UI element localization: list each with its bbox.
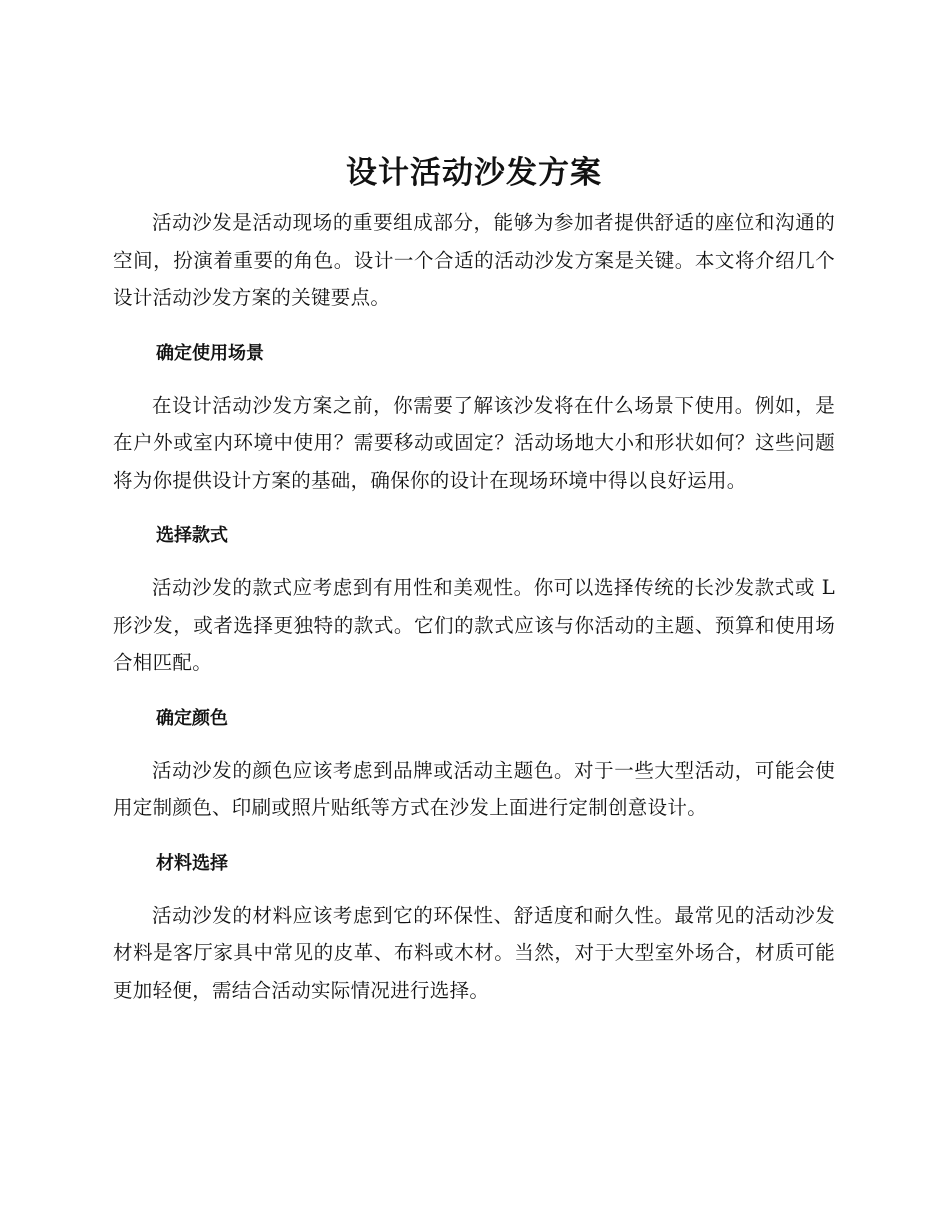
section-material — [113, 849, 835, 1010]
section-heading: 确定使用场景 — [156, 342, 264, 364]
section-heading: 确定颜色 — [156, 707, 228, 729]
section-style — [113, 521, 835, 682]
section-paragraph: 活动沙发的颜色应该考虑到品牌或活动主题色。对于一些大型活动，可能会使用定制颜色、印刷或照片贴纸等方式在沙发上面进行定制创意设计。 — [113, 758, 835, 819]
section-paragraph: 在设计活动沙发方案之前，你需要了解该沙发将在什么场景下使用。例如，是在户外或室内环境中使用？需要移动或固定？活动场地大小和形状如何？这些问题将为你提供设计方案的基础，确保你的设计在现场环境中得以良好运用。 — [113, 393, 835, 492]
section-paragraph: 活动沙发的材料应该考虑到它的环保性、舒适度和耐久性。最常见的活动沙发材料是客厅家具中常见的皮革、布料或木材。当然，对于大型室外场合，材质可能更加轻便，需结合活动实际情况进行选择。 — [113, 903, 835, 1002]
section-color — [113, 704, 835, 827]
document-page — [113, 148, 835, 1009]
intro-paragraph: 活动沙发是活动现场的重要组成部分，能够为参加者提供舒适的座位和沟通的空间，扮演着重要的角色。设计一个合适的活动沙发方案是关键。本文将介绍几个设计活动沙发方案的关键要点。 — [113, 211, 835, 309]
document-title: 设计活动沙发方案 — [346, 155, 602, 191]
section-usage-scenario — [113, 339, 835, 500]
section-paragraph: 活动沙发的款式应考虑到有用性和美观性。你可以选择传统的长沙发款式或 L 形沙发，或者选择更独特的款式。它们的款式应该与你活动的主题、预算和使用场合相匹配。 — [113, 576, 835, 674]
section-heading: 材料选择 — [156, 852, 228, 874]
section-heading: 选择款式 — [156, 525, 228, 546]
